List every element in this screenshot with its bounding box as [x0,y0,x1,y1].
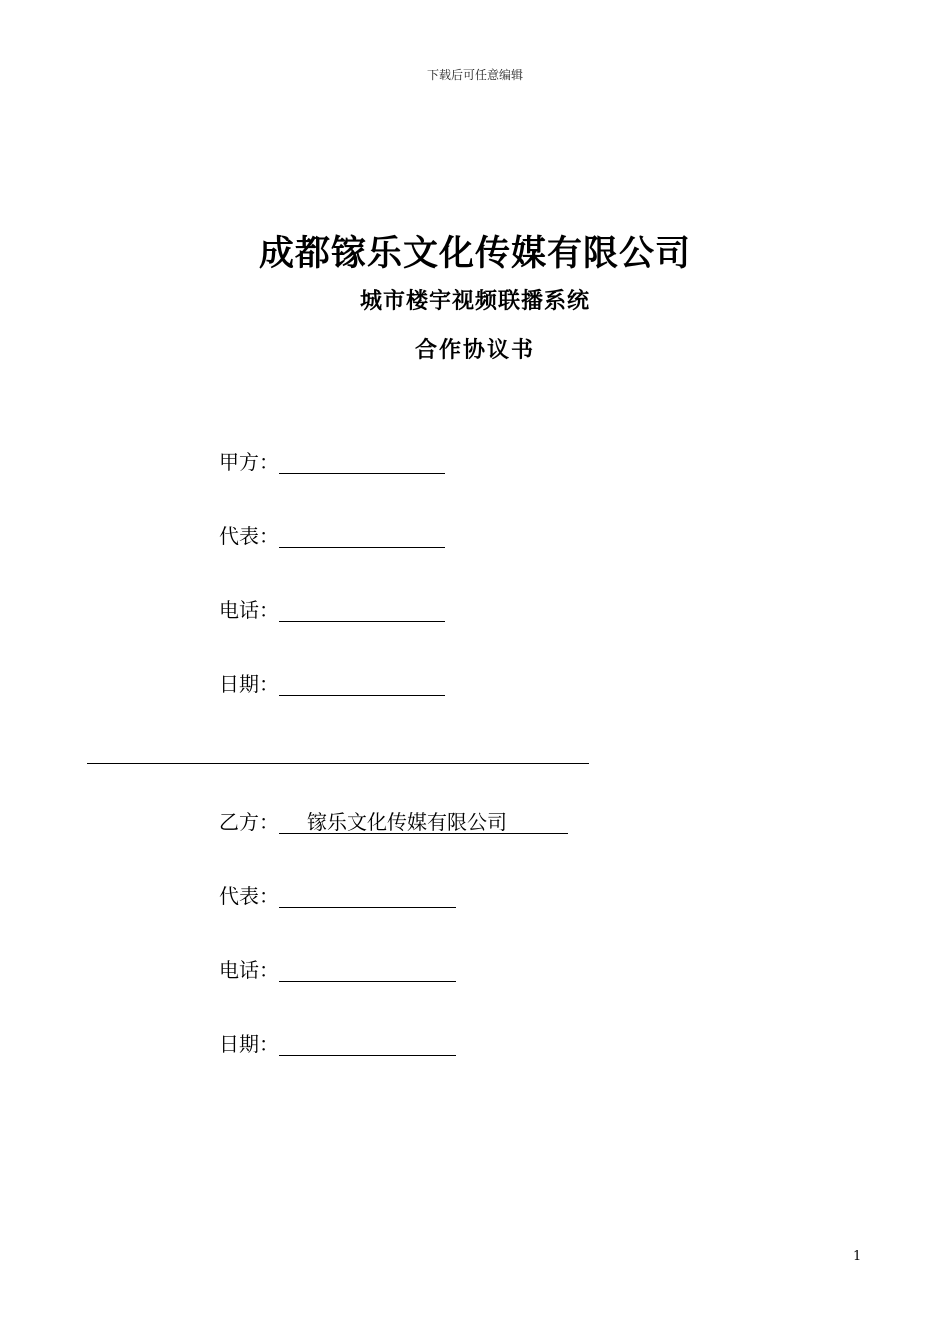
party-b-rep-field [219,878,456,908]
page-header-note: 下载后可任意编辑 [426,68,523,82]
party-b-name: 镓乐文化传媒有限公司 [279,810,568,834]
company-title: 成都镓乐文化传媒有限公司 [258,233,691,274]
party-b-phone-label: 电话： [219,958,279,982]
party-a-date-label: 日期： [219,672,279,696]
party-b-rep-label: 代表： [219,884,279,908]
party-a-date-blank [279,672,445,696]
party-a-field [219,444,445,474]
party-a-phone-label: 电话： [219,598,279,622]
party-a-label: 甲方： [219,450,279,474]
page-number: 1 [853,1249,862,1264]
party-b-label: 乙方： [219,810,279,834]
party-a-date-field [219,666,445,696]
party-a-blank [279,450,445,474]
party-b-date-label: 日期： [219,1032,279,1056]
party-b-phone-blank [279,958,456,982]
party-a-rep-label: 代表： [219,524,279,548]
party-b-phone-field [219,952,456,982]
document-title: 合作协议书 [414,337,535,363]
party-b-date-field [219,1026,456,1056]
section-divider [87,763,589,764]
party-a-phone-field [219,592,445,622]
party-a-phone-blank [279,598,445,622]
party-b-rep-blank [279,884,456,908]
party-b-date-blank [279,1032,456,1056]
party-a-rep-blank [279,524,445,548]
system-title: 城市楼宇视频联播系统 [359,288,590,314]
party-a-rep-field [219,518,445,548]
party-b-field [219,804,568,834]
